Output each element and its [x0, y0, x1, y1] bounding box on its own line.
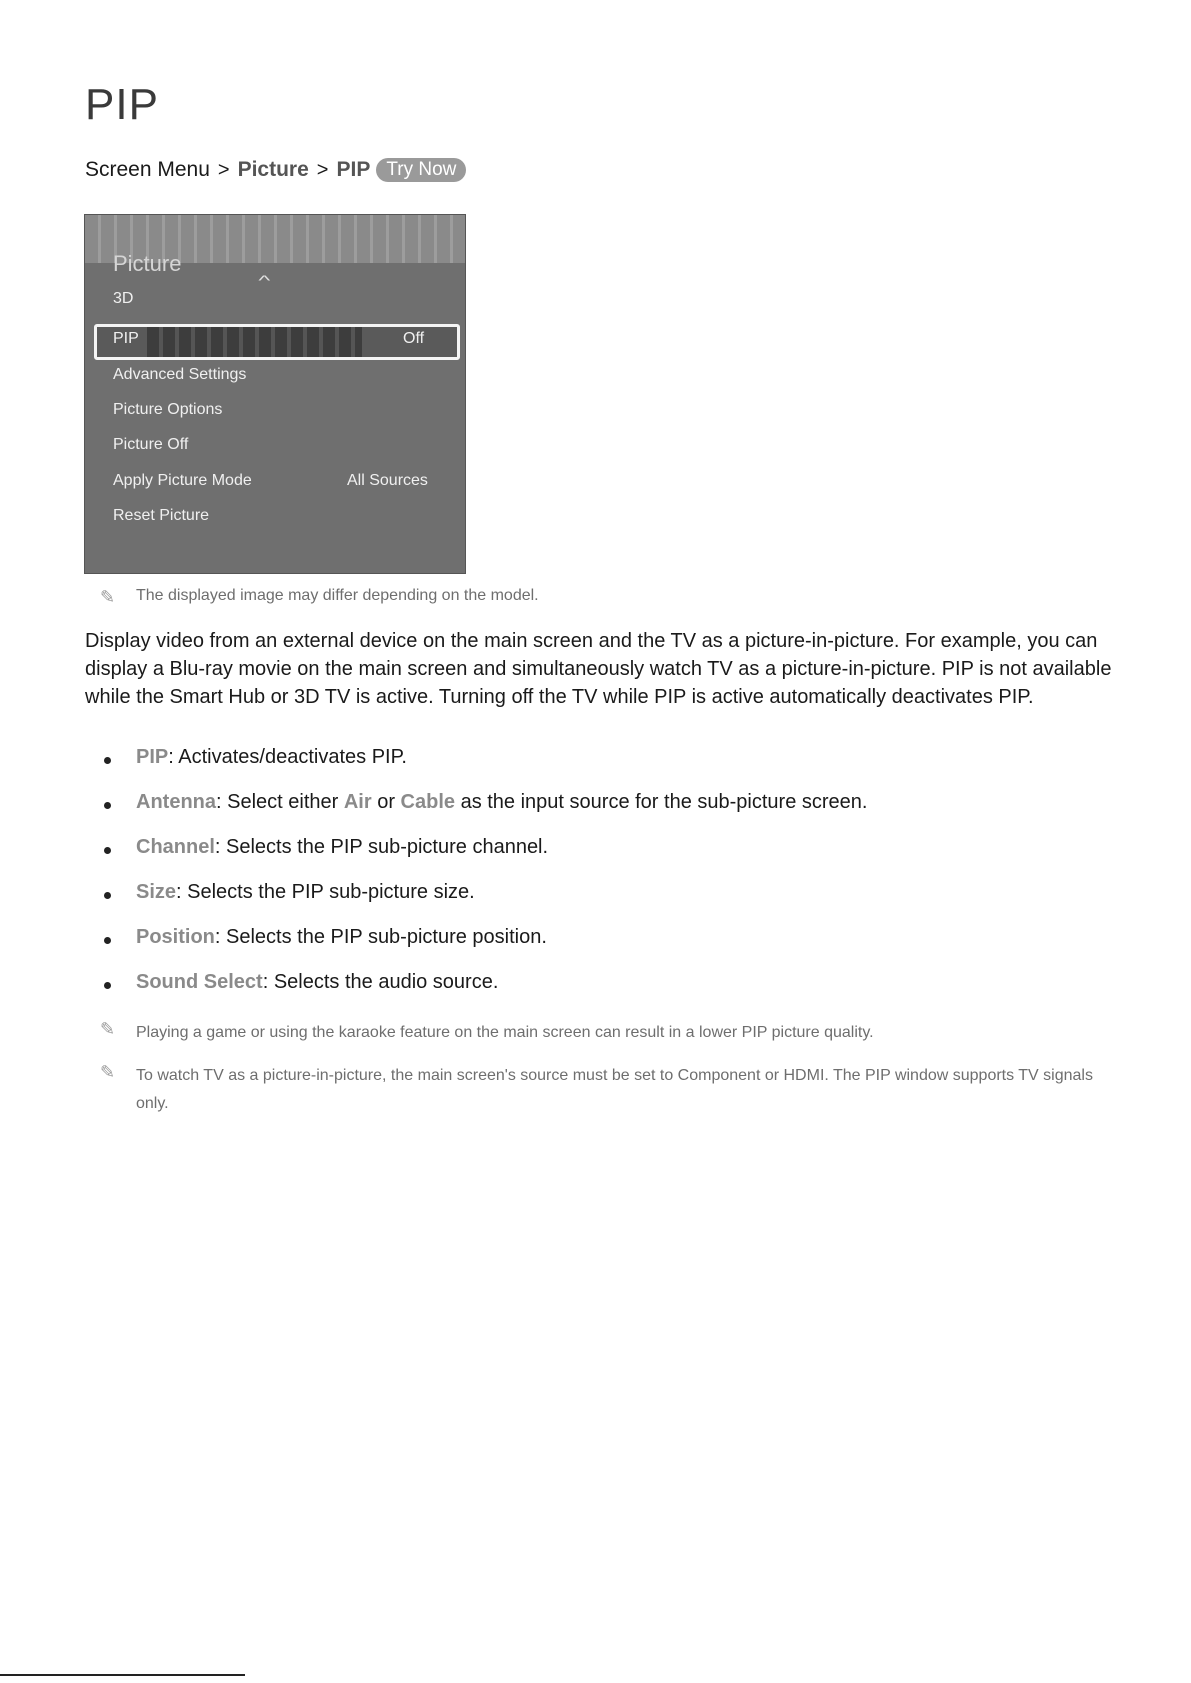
option-description: : Selects the PIP sub-picture size. — [176, 881, 475, 903]
breadcrumb-separator: > — [217, 158, 230, 181]
option-description: as the input source for the sub-picture screen. — [455, 791, 868, 813]
image-note-text: The displayed image may differ depending on the model. — [136, 587, 539, 604]
tv-menu-item-pip-value: Off — [403, 330, 425, 347]
tv-menu-item-reset-picture[interactable]: Reset Picture — [113, 507, 210, 524]
list-item — [104, 881, 867, 926]
tv-menu-item-apply-picture-mode[interactable]: Apply Picture Mode — [113, 472, 252, 489]
option-list — [104, 746, 867, 1016]
chevron-up-icon: ^ — [258, 272, 271, 288]
option-term: Channel — [136, 836, 215, 858]
image-note — [100, 587, 539, 608]
bullet-icon — [104, 937, 111, 944]
tv-menu-item-advanced-settings[interactable]: Advanced Settings — [113, 366, 247, 383]
note-text: Playing a game or using the karaoke feature on the main screen can result in a lower PIP picture quality. — [136, 1024, 874, 1041]
tv-menu-item-apply-picture-mode-value: All Sources — [347, 472, 428, 489]
footer-rule — [0, 1674, 245, 1676]
list-item — [104, 926, 867, 971]
bullet-icon — [104, 892, 111, 899]
description-paragraph: Display video from an external device on the main screen and the TV as a picture-in-picture. For example, you can display a Blu-ray movie on the main screen and simultaneously watch TV as a picture-in-picture. PIP is not available while the Smart Hub or 3D TV is active. Turning off the TV while PIP is active automatically deactivates PIP. — [85, 630, 1112, 708]
option-description: : Select either — [216, 791, 344, 813]
breadcrumb — [85, 158, 466, 182]
breadcrumb-picture[interactable]: Picture — [237, 158, 309, 181]
tv-menu-selection-texture — [147, 327, 362, 357]
bullet-icon — [104, 757, 111, 764]
bullet-icon — [104, 847, 111, 854]
list-item — [104, 971, 867, 1016]
option-term: Antenna — [136, 791, 216, 813]
note-text: To watch TV as a picture-in-picture, the main screen's source must be set to Component or HDMI. The PIP window supports TV signals only. — [136, 1067, 1093, 1112]
note-source — [100, 1062, 1100, 1118]
option-term: PIP — [136, 746, 169, 768]
tv-menu-item-picture-options[interactable]: Picture Options — [113, 401, 223, 418]
breadcrumb-separator: > — [316, 158, 329, 181]
note-quality — [100, 1019, 1100, 1047]
bullet-icon — [104, 802, 111, 809]
page-title: PIP — [85, 80, 159, 129]
tv-menu-item-3d[interactable]: 3D — [113, 290, 134, 307]
option-keyword: Air — [343, 791, 372, 813]
option-keyword: Cable — [400, 791, 456, 813]
list-item — [104, 791, 867, 836]
pencil-icon: ✎ — [100, 1062, 116, 1082]
breadcrumb-root[interactable]: Screen Menu — [85, 158, 210, 181]
option-description: : Selects the PIP sub-picture position. — [214, 926, 547, 948]
option-description: : Selects the PIP sub-picture channel. — [214, 836, 549, 858]
option-term: Size — [136, 881, 177, 903]
tv-menu-title: Picture — [113, 251, 182, 276]
option-description: : Selects the audio source. — [262, 971, 499, 993]
pencil-icon: ✎ — [100, 1019, 116, 1039]
option-term: Sound Select — [136, 971, 263, 993]
tv-menu-screenshot — [84, 214, 466, 574]
list-item — [104, 836, 867, 881]
option-term: Position — [136, 926, 215, 948]
option-description: : Activates/deactivates PIP. — [168, 746, 407, 768]
bullet-icon — [104, 982, 111, 989]
option-description: or — [371, 791, 401, 813]
tv-menu-item-picture-off[interactable]: Picture Off — [113, 436, 189, 453]
tv-menu-item-pip[interactable]: PIP — [113, 330, 139, 347]
pencil-icon: ✎ — [100, 587, 116, 607]
try-now-button[interactable]: Try Now — [376, 158, 466, 182]
list-item — [104, 746, 867, 791]
breadcrumb-pip[interactable]: PIP — [336, 158, 371, 181]
